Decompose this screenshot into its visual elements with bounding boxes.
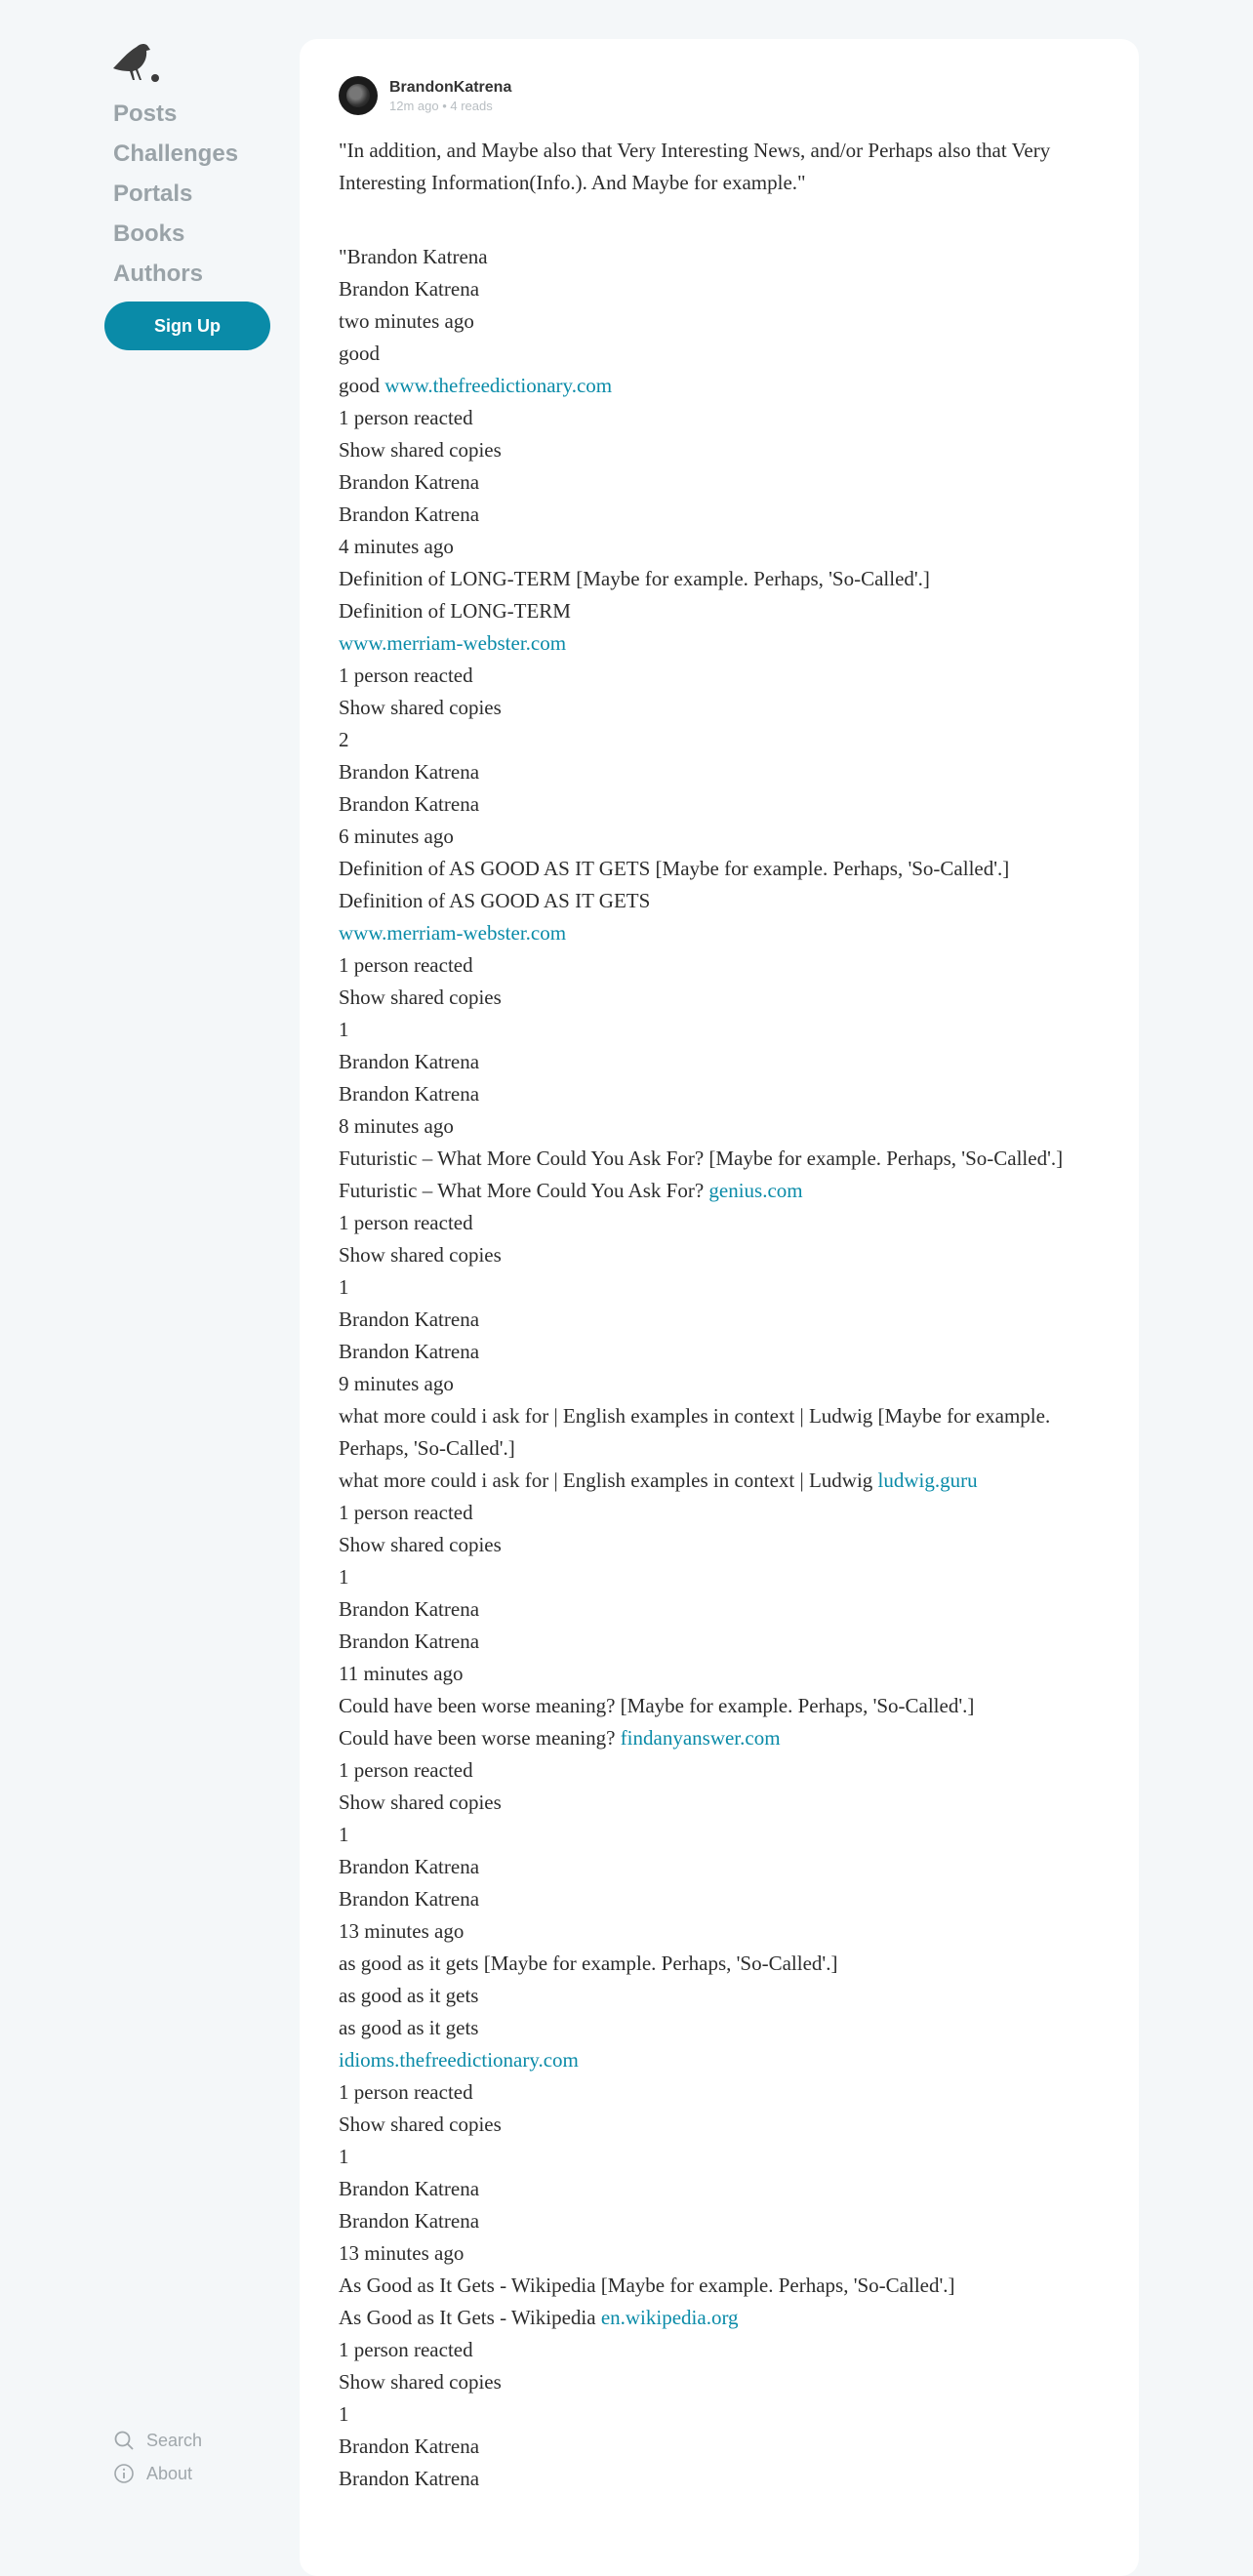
post-line bbox=[339, 241, 1110, 273]
sign-up-button[interactable]: Sign Up bbox=[104, 302, 270, 350]
post-line bbox=[339, 1915, 1110, 1948]
post-line bbox=[339, 1626, 1110, 1658]
post-line-text: 13 minutes ago bbox=[339, 1919, 465, 1943]
post-line bbox=[339, 1239, 1110, 1271]
post-line-text: Brandon Katrena bbox=[339, 2177, 480, 2200]
post-line-text: Show shared copies bbox=[339, 2113, 502, 2136]
post-line-text: 2 bbox=[339, 728, 349, 751]
post-line bbox=[339, 1014, 1110, 1046]
post-line-text: 1 person reacted bbox=[339, 1211, 473, 1234]
post-line bbox=[339, 2366, 1110, 2398]
post-line bbox=[339, 563, 1110, 595]
post-meta: 12m ago • 4 reads bbox=[389, 98, 493, 113]
post-line bbox=[339, 2237, 1110, 2270]
post-line bbox=[339, 2173, 1110, 2205]
post-line-text: Brandon Katrena bbox=[339, 1597, 480, 1621]
nav-challenges[interactable]: Challenges bbox=[113, 141, 239, 167]
post-line-text: Futuristic – What More Could You Ask For? [Maybe for example. Perhaps, 'So-Called'.] bbox=[339, 1147, 1064, 1170]
post-line-text: As Good as It Gets - Wikipedia [Maybe for example. Perhaps, 'So-Called'.] bbox=[339, 2274, 955, 2297]
post-line bbox=[339, 1529, 1110, 1561]
post-line bbox=[339, 1561, 1110, 1593]
post-line-text: 1 person reacted bbox=[339, 406, 473, 429]
post-line-text: two minutes ago bbox=[339, 309, 474, 333]
post-line bbox=[339, 370, 1110, 402]
post-line-text: 9 minutes ago bbox=[339, 1372, 454, 1395]
post-line-text: 1 person reacted bbox=[339, 2338, 473, 2361]
post-line bbox=[339, 2205, 1110, 2237]
post-line bbox=[339, 982, 1110, 1014]
source-link[interactable]: ludwig.guru bbox=[877, 1469, 978, 1492]
post-line bbox=[339, 434, 1110, 466]
post-line bbox=[339, 1465, 1110, 1497]
post-line bbox=[339, 821, 1110, 853]
post-line-text: Could have been worse meaning? [Maybe for example. Perhaps, 'So-Called'.] bbox=[339, 1694, 975, 1717]
post-lines bbox=[339, 241, 1110, 2495]
post-line-text: Brandon Katrena bbox=[339, 2435, 480, 2458]
post-line-text: 1 person reacted bbox=[339, 953, 473, 977]
post-line bbox=[339, 2334, 1110, 2366]
post-line-text: Show shared copies bbox=[339, 1243, 502, 1267]
post-line bbox=[339, 2270, 1110, 2302]
post-line bbox=[339, 1143, 1110, 1175]
post-line-text: Brandon Katrena bbox=[339, 2209, 480, 2233]
post-line bbox=[339, 499, 1110, 531]
post-line bbox=[339, 885, 1110, 917]
post-line-text: As Good as It Gets - Wikipedia bbox=[339, 2306, 601, 2329]
post-line-text: 13 minutes ago bbox=[339, 2241, 465, 2265]
post-intro: "In addition, and Maybe also that Very Interesting News, and/or Perhaps also that Very Interesting Information(Info.). And Maybe for example." bbox=[339, 139, 1051, 194]
source-link[interactable]: www.merriam-webster.com bbox=[339, 631, 567, 655]
post-line bbox=[339, 1787, 1110, 1819]
post-line bbox=[339, 2431, 1110, 2463]
post-line bbox=[339, 2076, 1110, 2109]
post-line bbox=[339, 1883, 1110, 1915]
source-link[interactable]: www.merriam-webster.com bbox=[339, 921, 567, 945]
post-line bbox=[339, 1078, 1110, 1110]
post-line bbox=[339, 1851, 1110, 1883]
post-line-text: Brandon Katrena bbox=[339, 1340, 480, 1363]
post-line bbox=[339, 2302, 1110, 2334]
post-line-text: Definition of AS GOOD AS IT GETS bbox=[339, 889, 651, 912]
post-line bbox=[339, 949, 1110, 982]
sidebar-footer bbox=[113, 2424, 202, 2490]
search-icon bbox=[113, 2430, 135, 2451]
post-content bbox=[339, 135, 1110, 2495]
post-line bbox=[339, 2109, 1110, 2141]
post-line-text: Show shared copies bbox=[339, 1533, 502, 1556]
post-line-text: Brandon Katrena bbox=[339, 2467, 480, 2490]
post-line bbox=[339, 1110, 1110, 1143]
post-line bbox=[339, 466, 1110, 499]
post-line bbox=[339, 1819, 1110, 1851]
post-line-text: 1 bbox=[339, 1275, 349, 1299]
post-line bbox=[339, 1400, 1110, 1465]
source-link[interactable]: idioms.thefreedictionary.com bbox=[339, 2048, 579, 2072]
post-line-text: good bbox=[339, 374, 385, 397]
post-line-text: Brandon Katrena bbox=[339, 1630, 480, 1653]
post-line bbox=[339, 273, 1110, 305]
author-name[interactable]: BrandonKatrena bbox=[389, 78, 512, 96]
info-icon bbox=[113, 2463, 135, 2484]
post-line-text: 6 minutes ago bbox=[339, 825, 454, 848]
post-line-text: as good as it gets bbox=[339, 1984, 479, 2007]
post-line bbox=[339, 1207, 1110, 1239]
post-line bbox=[339, 917, 1110, 949]
post-author[interactable] bbox=[339, 76, 511, 115]
post-line-text: Definition of LONG-TERM [Maybe for example. Perhaps, 'So-Called'.] bbox=[339, 567, 930, 590]
post-line-text: Brandon Katrena bbox=[339, 277, 480, 301]
post-line bbox=[339, 1368, 1110, 1400]
nav-authors[interactable]: Authors bbox=[113, 261, 203, 287]
post-line bbox=[339, 1593, 1110, 1626]
post-line bbox=[339, 338, 1110, 370]
post-line bbox=[339, 1948, 1110, 1980]
search-link[interactable] bbox=[113, 2424, 202, 2457]
post-line bbox=[339, 660, 1110, 692]
search-label: Search bbox=[146, 2430, 203, 2450]
post-line bbox=[339, 531, 1110, 563]
post-line bbox=[339, 692, 1110, 724]
post-line bbox=[339, 1980, 1110, 2012]
post-line-text: Show shared copies bbox=[339, 2370, 502, 2394]
post-line-text: 1 person reacted bbox=[339, 1758, 473, 1782]
post-line-text: 1 person reacted bbox=[339, 1501, 473, 1524]
post-line-text: Futuristic – What More Could You Ask For? bbox=[339, 1179, 709, 1202]
post-line-text: Show shared copies bbox=[339, 438, 502, 462]
post-line bbox=[339, 1754, 1110, 1787]
post-line-text: 1 bbox=[339, 1018, 349, 1041]
post-line-text: good bbox=[339, 342, 380, 365]
avatar[interactable] bbox=[339, 76, 378, 115]
post-card bbox=[300, 39, 1139, 2576]
post-line bbox=[339, 756, 1110, 788]
post-line-text: what more could i ask for | English examples in context | Ludwig [Maybe for example. Perhaps, 'So-Called'.] bbox=[339, 1404, 1051, 1460]
post-line bbox=[339, 1658, 1110, 1690]
post-line-text: Definition of LONG-TERM bbox=[339, 599, 571, 623]
post-line-text: 1 bbox=[339, 2402, 349, 2426]
post-line-text: 1 bbox=[339, 1823, 349, 1846]
post-line bbox=[339, 2044, 1110, 2076]
nav-portals[interactable]: Portals bbox=[113, 181, 193, 207]
about-link[interactable] bbox=[113, 2457, 202, 2490]
post-line-text: 1 person reacted bbox=[339, 2080, 473, 2104]
post-line-text: Could have been worse meaning? bbox=[339, 1726, 621, 1750]
post-line-text: 11 minutes ago bbox=[339, 1662, 464, 1685]
post-line bbox=[339, 2012, 1110, 2044]
source-link[interactable]: findanyanswer.com bbox=[620, 1726, 781, 1750]
source-link[interactable]: www.thefreedictionary.com bbox=[384, 374, 613, 397]
post-line-text: Definition of AS GOOD AS IT GETS [Maybe for example. Perhaps, 'So-Called'.] bbox=[339, 857, 1010, 880]
main-nav bbox=[113, 94, 238, 294]
post-line-text: 1 person reacted bbox=[339, 664, 473, 687]
post-line bbox=[339, 1690, 1110, 1722]
post-line bbox=[339, 2463, 1110, 2495]
post-line bbox=[339, 1722, 1110, 1754]
post-line bbox=[339, 1304, 1110, 1336]
post-line bbox=[339, 402, 1110, 434]
post-line-text: as good as it gets bbox=[339, 2016, 479, 2039]
post-line-text: Brandon Katrena bbox=[339, 503, 480, 526]
source-link[interactable]: genius.com bbox=[708, 1179, 803, 1202]
post-line-text: 1 bbox=[339, 1565, 349, 1589]
post-line-text: 1 bbox=[339, 2145, 349, 2168]
post-line-text: Show shared copies bbox=[339, 986, 502, 1009]
post-line bbox=[339, 627, 1110, 660]
post-line-text: Brandon Katrena bbox=[339, 1050, 480, 1073]
post-line-text: Brandon Katrena bbox=[339, 470, 480, 494]
post-line-text: Brandon Katrena bbox=[339, 1887, 480, 1911]
post-line-text: Show shared copies bbox=[339, 696, 502, 719]
post-line-text: Brandon Katrena bbox=[339, 760, 480, 784]
about-label: About bbox=[146, 2463, 193, 2483]
post-line-text: "Brandon Katrena bbox=[339, 245, 488, 268]
post-line-text: Brandon Katrena bbox=[339, 1082, 480, 1106]
post-line bbox=[339, 724, 1110, 756]
post-line-text: 8 minutes ago bbox=[339, 1114, 454, 1138]
source-link[interactable]: en.wikipedia.org bbox=[600, 2306, 739, 2329]
post-line bbox=[339, 1497, 1110, 1529]
post-line bbox=[339, 2141, 1110, 2173]
post-line bbox=[339, 788, 1110, 821]
post-line bbox=[339, 1336, 1110, 1368]
post-line-text: Brandon Katrena bbox=[339, 792, 480, 816]
nav-posts[interactable]: Posts bbox=[113, 101, 178, 127]
post-line-text: 4 minutes ago bbox=[339, 535, 454, 558]
post-line-text: Brandon Katrena bbox=[339, 1308, 480, 1331]
post-line-text: as good as it gets [Maybe for example. Perhaps, 'So-Called'.] bbox=[339, 1952, 838, 1975]
crow-logo-icon[interactable] bbox=[107, 39, 166, 88]
post-line bbox=[339, 1046, 1110, 1078]
post-line bbox=[339, 595, 1110, 627]
post-line-text: what more could i ask for | English examples in context | Ludwig bbox=[339, 1469, 878, 1492]
post-line-text: Brandon Katrena bbox=[339, 1855, 480, 1878]
post-line bbox=[339, 1175, 1110, 1207]
post-line bbox=[339, 853, 1110, 885]
post-line bbox=[339, 2398, 1110, 2431]
post-line bbox=[339, 1271, 1110, 1304]
post-line-text: Show shared copies bbox=[339, 1791, 502, 1814]
nav-books[interactable]: Books bbox=[113, 221, 185, 247]
post-line bbox=[339, 305, 1110, 338]
